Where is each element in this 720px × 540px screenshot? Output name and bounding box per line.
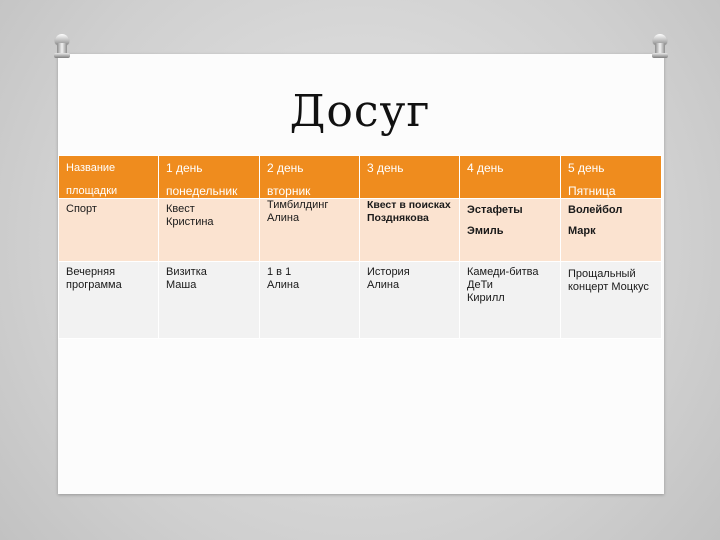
pushpin-icon [652,34,668,58]
schedule-table [58,155,662,339]
table-cell: 1 в 1 Алина [260,262,360,339]
header-cell-day-1: 1 день понедельник [159,156,260,199]
table-row [59,199,662,262]
table-cell: Прощальный концерт Моцкус [561,262,662,339]
row-label-sport: Спорт [59,199,159,262]
table-cell: Камеди-битва ДеТи Кирилл [460,262,561,339]
table-row [59,262,662,339]
table-cell: Квест в поисках Позднякова [360,199,460,262]
header-cell-day-4: 4 день [460,156,561,199]
page-title: Досуг [289,86,431,137]
table-cell: Тимбилдинг Алина [260,199,360,262]
header-cell-day-5: 5 день Пятница [561,156,662,199]
pushpin-icon [54,34,70,58]
table-cell: Волейбол Марк [561,199,662,262]
table-header-row [59,156,662,199]
row-label-evening: Вечерняя программа [59,262,159,339]
table-cell: Квест Кристина [159,199,260,262]
header-cell-venue: Название площадки [59,156,159,199]
table-cell: Визитка Маша [159,262,260,339]
header-cell-day-2: 2 день вторник [260,156,360,199]
table-cell: Эстафеты Эмиль [460,199,561,262]
header-cell-day-3: 3 день [360,156,460,199]
table-cell: История Алина [360,262,460,339]
